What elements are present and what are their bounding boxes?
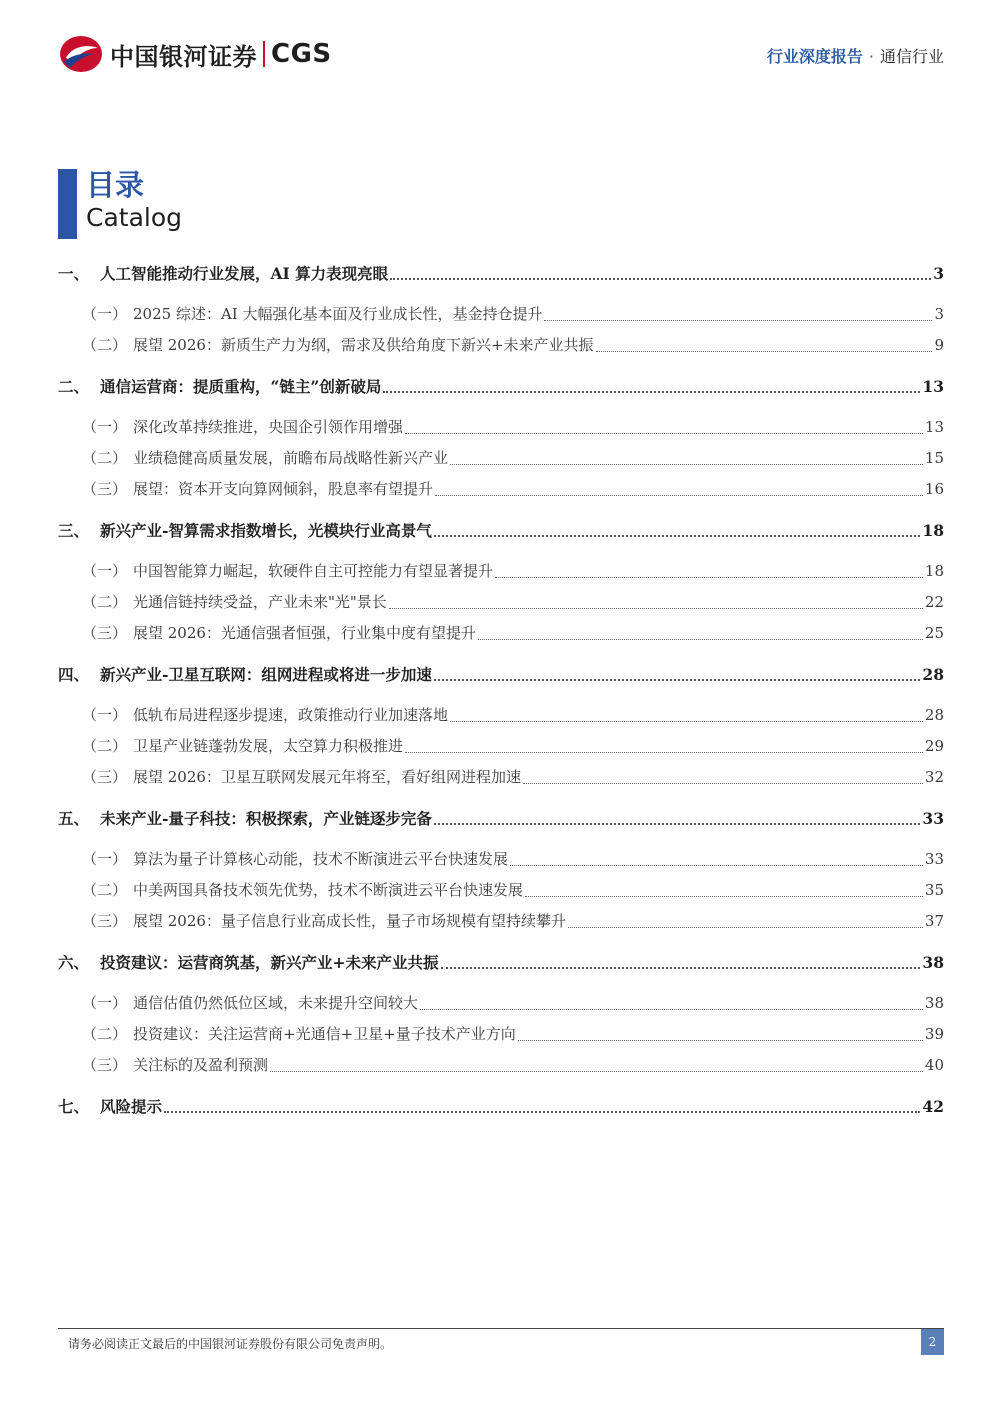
toc-leader-dots: [450, 464, 923, 465]
toc-chapter-entry[interactable]: [58, 951, 944, 975]
toc-entry-title: 关注标的及盈利预测: [133, 1056, 269, 1074]
toc-entry-number: （二）: [82, 336, 128, 354]
toc-entry-page: 28: [924, 706, 944, 724]
catalog-accent-bar: [58, 169, 77, 239]
logo-divider: [263, 41, 265, 67]
toc-entry-title: 低轨布局进程逐步提速，政策推动行业加速落地: [133, 706, 449, 724]
toc-section-entry[interactable]: [58, 766, 944, 790]
toc-leader-dots: [510, 865, 923, 866]
toc-entry-title: 中美两国具备技术领先优势，技术不断演进云平台快速发展: [133, 881, 524, 899]
toc-section-entry[interactable]: [58, 591, 944, 615]
toc-leader-dots: [441, 967, 921, 969]
toc-entry-number: 二、: [58, 377, 90, 396]
toc-entry-number: （三）: [82, 912, 128, 930]
toc-entry-number: （二）: [82, 593, 128, 611]
toc-chapter-entry[interactable]: [58, 663, 944, 687]
toc-entry-title: 未来产业-量子科技：积极探索，产业链逐步完备: [100, 809, 432, 828]
toc-section-entry[interactable]: [58, 1054, 944, 1078]
toc-entry-title: 投资建议：运营商筑基，新兴产业+未来产业共振: [100, 953, 439, 972]
toc-entry-page: 18: [924, 562, 944, 580]
toc-entry-number: （一）: [82, 994, 128, 1012]
toc-entry-page: 33: [922, 809, 944, 828]
toc-entry-title: 展望 2026：新质生产力为纲，需求及供给角度下新兴+未来产业共振: [133, 336, 594, 354]
toc-entry-number: （一）: [82, 305, 128, 323]
toc-section-entry[interactable]: [58, 910, 944, 934]
toc-leader-dots: [405, 752, 923, 753]
report-type: 行业深度报告: [766, 47, 863, 66]
toc-section-entry[interactable]: [58, 879, 944, 903]
toc-section-entry[interactable]: [58, 622, 944, 646]
header-separator: ·: [868, 47, 874, 66]
toc-entry-number: （二）: [82, 449, 128, 467]
toc-entry-page: 28: [922, 665, 944, 684]
toc-leader-dots: [390, 278, 931, 280]
toc-entry-page: 38: [922, 953, 944, 972]
toc-leader-dots: [495, 577, 923, 578]
toc-entry-title: 投资建议：关注运营商+光通信+卫星+量子技术产业方向: [133, 1025, 516, 1043]
toc-entry-page: 33: [924, 850, 944, 868]
toc-entry-title: 卫星产业链蓬勃发展，太空算力积极推进: [133, 737, 404, 755]
toc-entry-page: 40: [924, 1056, 944, 1074]
toc-leader-dots: [164, 1111, 920, 1113]
toc-section-entry[interactable]: [58, 1023, 944, 1047]
toc-entry-page: 42: [922, 1097, 944, 1116]
toc-entry-title: 深化改革持续推进，央国企引领作用增强: [133, 418, 404, 436]
toc-entry-title: 风险提示: [100, 1097, 163, 1116]
page-number: 2: [921, 1329, 944, 1355]
toc-entry-number: （二）: [82, 737, 128, 755]
toc-section-entry[interactable]: [58, 704, 944, 728]
toc-entry-title: 业绩稳健高质量发展，前瞻布局战略性新兴产业: [133, 449, 449, 467]
toc-section-entry[interactable]: [58, 735, 944, 759]
toc-leader-dots: [420, 1009, 923, 1010]
toc-chapter-entry[interactable]: [58, 519, 944, 543]
toc-entry-number: （二）: [82, 1025, 128, 1043]
toc-section-entry[interactable]: [58, 560, 944, 584]
toc-entry-title: 新兴产业-卫星互联网：组网进程或将进一步加速: [100, 665, 432, 684]
toc-entry-title: 展望：资本开支向算网倾斜，股息率有望提升: [133, 480, 434, 498]
toc-leader-dots: [518, 1040, 923, 1041]
toc-entry-number: （一）: [82, 850, 128, 868]
header-report-info: [767, 44, 944, 67]
toc-leader-dots: [434, 679, 920, 681]
toc-leader-dots: [383, 391, 920, 393]
toc-entry-title: 展望 2026：光通信强者恒强，行业集中度有望提升: [133, 624, 476, 642]
toc-entry-number: （二）: [82, 881, 128, 899]
logo-english-name: CGS: [271, 39, 332, 69]
toc-entry-page: 15: [924, 449, 944, 467]
toc-entry-page: 39: [924, 1025, 944, 1043]
toc-leader-dots: [450, 721, 923, 722]
toc-entry-title: 展望 2026：量子信息行业高成长性，量子市场规模有望持续攀升: [133, 912, 566, 930]
toc-entry-page: 18: [922, 521, 944, 540]
toc-entry-number: 一、: [58, 264, 90, 283]
toc-entry-page: 13: [924, 418, 944, 436]
toc-leader-dots: [435, 495, 923, 496]
toc-entry-page: 38: [924, 994, 944, 1012]
industry-name: 通信行业: [879, 47, 944, 66]
toc-section-entry[interactable]: [58, 303, 944, 327]
toc-entry-number: （一）: [82, 562, 128, 580]
toc-entry-title: 2025 综述：AI 大幅强化基本面及行业成长性，基金持仓提升: [133, 305, 543, 323]
toc-entry-title: 新兴产业-智算需求指数增长，光模块行业高景气: [100, 521, 432, 540]
toc-entry-page: 35: [924, 881, 944, 899]
toc-entry-title: 通信运营商：提质重构，“链主”创新破局: [100, 377, 382, 396]
toc-entry-number: 四、: [58, 665, 90, 684]
toc-entry-page: 22: [924, 593, 944, 611]
toc-entry-number: 六、: [58, 953, 90, 972]
toc-entry-number: （三）: [82, 480, 128, 498]
catalog-title-en: Catalog: [86, 203, 183, 232]
toc-section-entry[interactable]: [58, 478, 944, 502]
toc-section-entry[interactable]: [58, 992, 944, 1016]
toc-leader-dots: [596, 351, 933, 352]
toc-chapter-entry[interactable]: [58, 375, 944, 399]
toc-section-entry[interactable]: [58, 334, 944, 358]
toc-entry-number: 五、: [58, 809, 90, 828]
footer-disclaimer: 请务必阅读正文最后的中国银河证券股份有限公司免责声明。: [68, 1337, 393, 1351]
toc-entry-title: 通信估值仍然低位区域，未来提升空间较大: [133, 994, 419, 1012]
toc-entry-page: 3: [933, 264, 944, 283]
toc-entry-page: 25: [924, 624, 944, 642]
toc-entry-title: 展望 2026：卫星互联网发展元年将至，看好组网进程加速: [133, 768, 521, 786]
footer-divider: [58, 1328, 944, 1329]
toc-entry-number: （三）: [82, 624, 128, 642]
catalog-title-cn: 目录: [86, 168, 145, 202]
logo-chinese-name: 中国银河证券: [110, 42, 257, 71]
toc-entry-number: （一）: [82, 706, 128, 724]
toc-entry-page: 29: [924, 737, 944, 755]
toc-entry-title: 算法为量子计算核心动能，技术不断演进云平台快速发展: [133, 850, 509, 868]
toc-entry-page: 32: [924, 768, 944, 786]
toc-chapter-entry[interactable]: [58, 807, 944, 831]
toc-leader-dots: [434, 823, 920, 825]
toc-leader-dots: [568, 927, 923, 928]
toc-leader-dots: [270, 1071, 923, 1072]
toc-entry-page: 13: [922, 377, 944, 396]
toc-chapter-entry[interactable]: [58, 262, 944, 286]
toc-entry-number: （一）: [82, 418, 128, 436]
toc-section-entry[interactable]: [58, 848, 944, 872]
toc-leader-dots: [544, 320, 932, 321]
toc-section-entry[interactable]: [58, 447, 944, 471]
toc-entry-title: 光通信链持续受益，产业未来"光"景长: [133, 593, 387, 611]
toc-section-entry[interactable]: [58, 416, 944, 440]
toc-entry-page: 9: [934, 336, 944, 354]
toc-entry-title: 中国智能算力崛起，软硬件自主可控能力有望显著提升: [133, 562, 494, 580]
toc-leader-dots: [478, 639, 923, 640]
page-header: [58, 30, 944, 80]
toc-entry-page: 37: [924, 912, 944, 930]
toc-leader-dots: [389, 608, 923, 609]
toc-entry-number: 三、: [58, 521, 90, 540]
company-logo: [58, 34, 332, 74]
toc-entry-page: 16: [924, 480, 944, 498]
toc-entry-number: （三）: [82, 768, 128, 786]
toc-chapter-entry[interactable]: [58, 1095, 944, 1119]
cgs-logo-icon: [58, 34, 104, 74]
toc-leader-dots: [523, 783, 923, 784]
toc-entry-number: （三）: [82, 1056, 128, 1074]
toc-leader-dots: [405, 433, 923, 434]
toc-leader-dots: [525, 896, 923, 897]
toc-entry-title: 人工智能推动行业发展，AI 算力表现亮眼: [100, 264, 389, 283]
toc-leader-dots: [434, 535, 920, 537]
toc-entry-page: 3: [934, 305, 944, 323]
toc-entry-number: 七、: [58, 1097, 90, 1116]
